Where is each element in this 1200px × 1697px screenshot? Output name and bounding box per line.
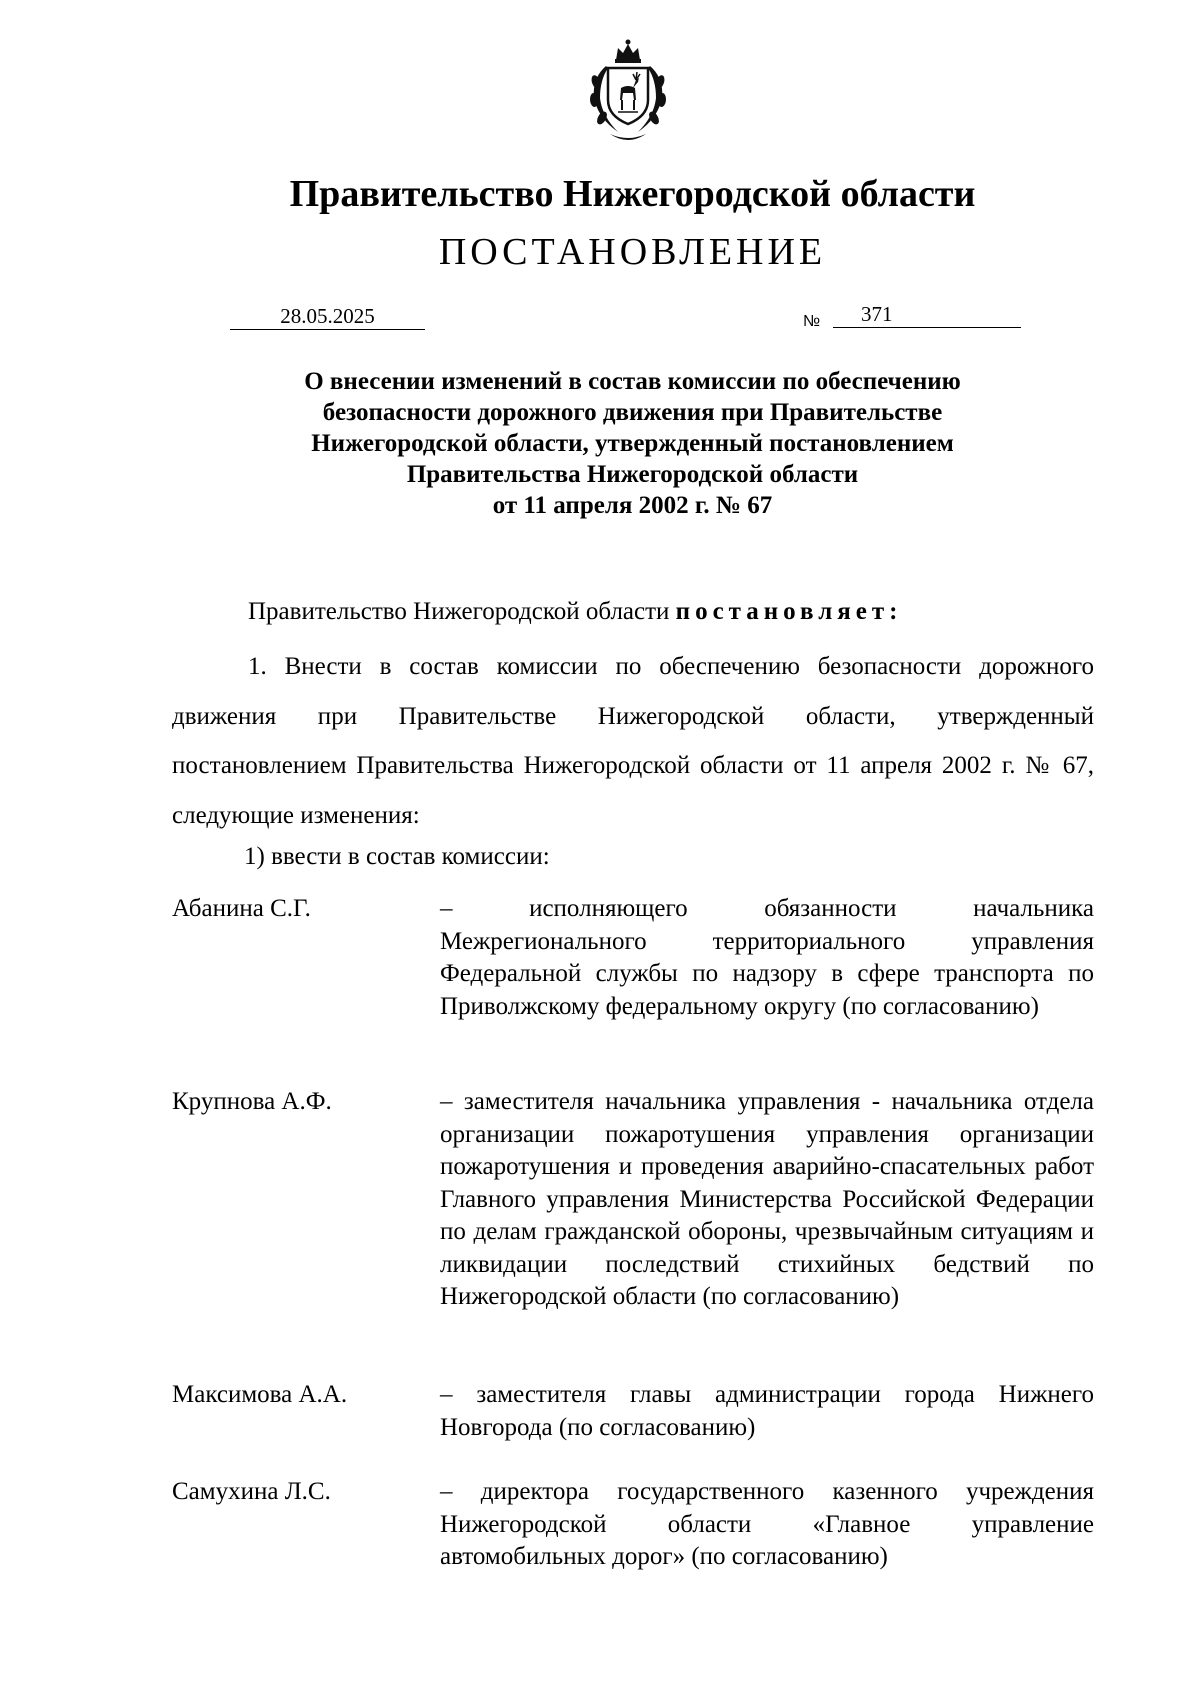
coat-of-arms-emblem [578, 38, 678, 148]
subject-line: от 11 апреля 2002 г. № 67 [492, 492, 773, 519]
document-subject [0, 366, 1200, 521]
intro-text: Правительство Нижегородской области [248, 598, 676, 625]
member-name: Самухина Л.С. [172, 1478, 331, 1505]
subject-line: О внесении изменений в состав комиссии по обеспечению [304, 368, 961, 395]
subject-line: Нижегородской области, утвержденный постановлением [311, 430, 954, 457]
member-name: Максимова А.А. [172, 1381, 348, 1408]
subitem-1: 1) ввести в состав комиссии: [244, 843, 550, 870]
member-duty: – заместителя начальника управления - начальника отдела организации пожаротушения управления организации пожаротушения и проведения аварийно-спасательных работ Главного управления Министерства Российской Федерации по делам гражданской обороны, чрезвычайным ситуациям и ликвидации последствий стихийных бедствий по Нижегородской области (по согласованию) [440, 1088, 1094, 1310]
crown-icon [615, 40, 641, 64]
document-number-field [833, 301, 1021, 328]
decree-keyword: постановляет: [675, 598, 903, 625]
shield-icon [608, 68, 648, 124]
member-name: Абанина С.Г. [172, 895, 311, 922]
document-number: 371 [861, 302, 893, 326]
organization-title: Правительство Нижегородской области [289, 173, 976, 215]
paragraph-item-1: 1. Внести в состав комиссии по обеспечению безопасности дорожного движения при Правительстве Нижегородской области, утвержденный постановлением Правительства Нижегородской области от 11 апреля 2002 г. № 67, следующие изменения: [172, 653, 1094, 829]
member-duty: – директора государственного казенного учреждения Нижегородской области «Главное управление автомобильных дорог» (по согласованию) [440, 1478, 1094, 1570]
member-duty: – заместителя главы администрации города Нижнего Новгорода (по согласованию) [440, 1381, 1094, 1441]
number-sign: № [803, 313, 821, 330]
subject-line: Правительства Нижегородской области [406, 461, 859, 488]
document-date: 28.05.2025 [230, 303, 425, 330]
document-type: ПОСТАНОВЛЕНИЕ [438, 231, 827, 273]
member-name: Крупнова А.Ф. [172, 1088, 332, 1115]
subject-line: безопасности дорожного движения при Правительстве [322, 399, 943, 426]
member-duty: – исполняющего обязанности начальника Межрегионального территориального управления Федеральной службы по надзору в сфере транспорта по Приволжскому федеральному округу (по согласованию) [440, 895, 1094, 1020]
decree-intro [172, 596, 1094, 628]
